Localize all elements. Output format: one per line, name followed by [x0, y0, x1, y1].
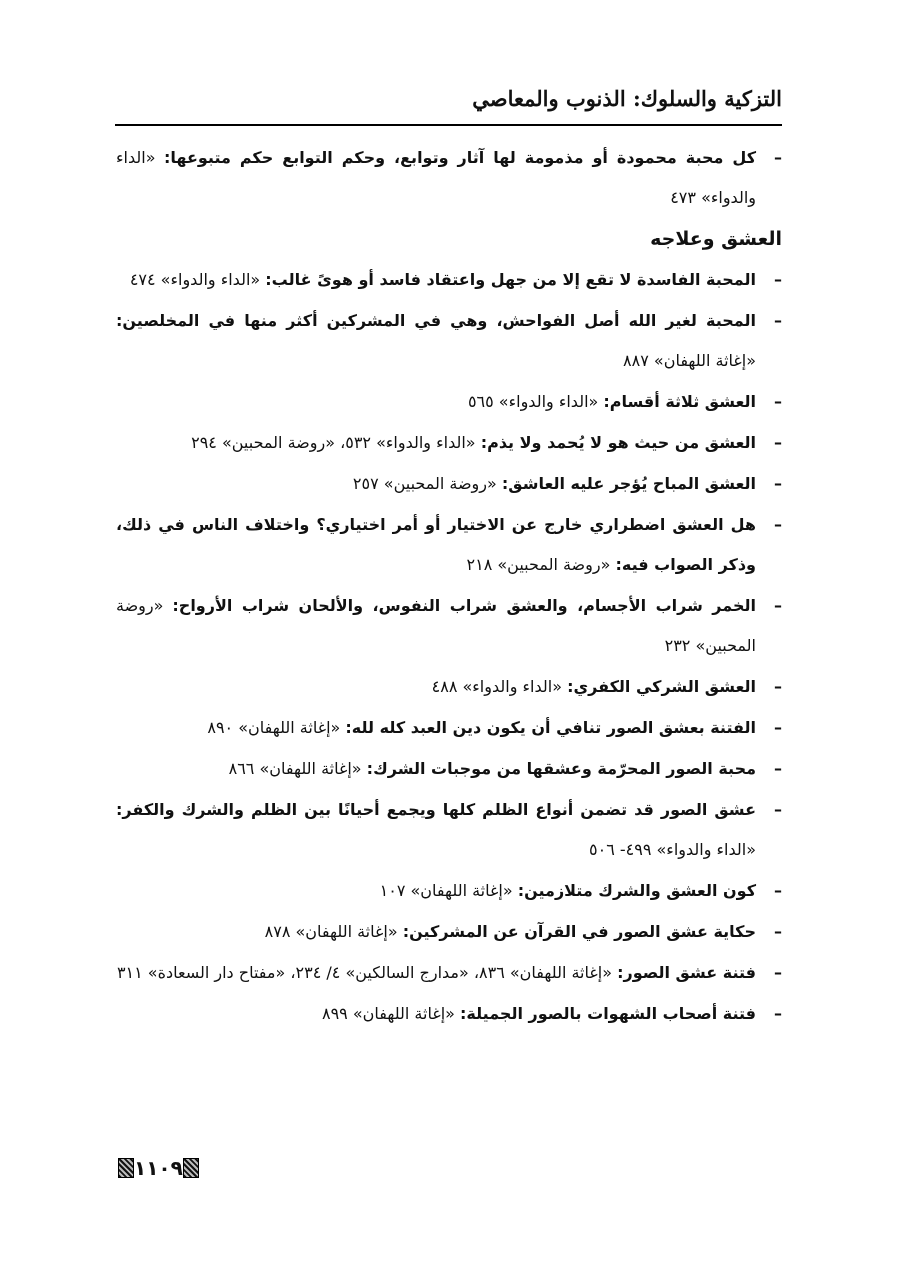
index-entry: – الخمر شراب الأجسام، والعشق شراب النفوس، والألحان شراب الأرواح: «روضة المحبين» ٢٣٢ [116, 596, 782, 655]
index-entry: – المحبة الفاسدة لا تقع إلا من جهل واعتقاد فاسد أو هوىً غالب: «الداء والدواء» ٤٧٤ [129, 270, 782, 289]
running-header: التزكية والسلوك: الذنوب والمعاصي [472, 86, 782, 111]
page-number [118, 1156, 199, 1180]
entry-reference: «الداء والدواء» ٤٧٣ [116, 148, 756, 207]
entry-text: الخمر شراب الأجسام، والعشق شراب النفوس، والألحان شراب الأرواح: [172, 596, 756, 615]
entry-text: كون العشق والشرك متلازمين: [517, 881, 756, 900]
index-entry: – محبة الصور المحرّمة وعشقها من موجبات الشرك: «إغاثة اللهفان» ٨٦٦ [228, 759, 782, 778]
section-title: العشق وعلاجه [650, 228, 782, 250]
entry-reference: «إغاثة اللهفان» ٨٩٩ [321, 1004, 455, 1023]
index-entry: – هل العشق اضطراري خارج عن الاختيار أو أمر اختياري؟ واختلاف الناس في ذلك، وذكر الصواب فيه: «روضة المحبين» ٢١٨ [116, 515, 782, 574]
entry-reference: «إغاثة اللهفان» ٨٣٦، «مدارج السالكين» ٤/ ٢٣٤، «مفتاح دار السعادة» ٣١١ [116, 963, 612, 982]
index-entry: – فتنة أصحاب الشهوات بالصور الجميلة: «إغاثة اللهفان» ٨٩٩ [321, 1004, 782, 1023]
entry-text: كل محبة محمودة أو مذمومة لها آثار وتوابع، وحكم التوابع حكم متبوعها: [164, 148, 756, 167]
index-entry: – عشق الصور قد تضمن أنواع الظلم كلها ويجمع أحيانًا بين الظلم والشرك والكفر: «الداء والدواء» ٤٩٩- ٥٠٦ [116, 800, 782, 859]
entry-reference: «إغاثة اللهفان» ١٠٧ [379, 881, 513, 900]
index-entry: – فتنة عشق الصور: «إغاثة اللهفان» ٨٣٦، «مدارج السالكين» ٤/ ٢٣٤، «مفتاح دار السعادة» ٣١١ [116, 963, 782, 982]
index-entry: – العشق المباح يُؤجر عليه العاشق: «روضة المحبين» ٢٥٧ [352, 474, 782, 493]
index-entry: – كل محبة محمودة أو مذمومة لها آثار وتوابع، وحكم التوابع حكم متبوعها: «الداء والدواء» ٤٧٣ [116, 148, 782, 207]
index-entry: – المحبة لغير الله أصل الفواحش، وهي في المشركين أكثر منها في المخلصين: «إغاثة اللهفان» ٨٨٧ [116, 311, 782, 370]
entry-reference: «الداء والدواء» ٥٦٥ [467, 392, 599, 411]
entry-text: فتنة أصحاب الشهوات بالصور الجميلة: [460, 1004, 756, 1023]
entry-text: فتنة عشق الصور: [617, 963, 756, 982]
entry-text: الفتنة بعشق الصور تنافي أن يكون دين العبد كله لله: [345, 718, 756, 737]
header-rule [115, 124, 782, 126]
entry-text: عشق الصور قد تضمن أنواع الظلم كلها ويجمع أحيانًا بين الظلم والشرك والكفر: [116, 800, 756, 819]
entry-reference: «روضة المحبين» ٢١٨ [466, 555, 611, 574]
ornament-icon [183, 1158, 199, 1178]
entry-text: العشق من حيث هو لا يُحمد ولا يذم: [480, 433, 756, 452]
entry-reference: «إغاثة اللهفان» ٨٩٠ [207, 718, 341, 737]
index-content [116, 138, 782, 1035]
entry-reference: «الداء والدواء» ٤٩٩- ٥٠٦ [589, 840, 756, 859]
index-entry: – كون العشق والشرك متلازمين: «إغاثة اللهفان» ١٠٧ [379, 881, 782, 900]
index-entry: – الفتنة بعشق الصور تنافي أن يكون دين العبد كله لله: «إغاثة اللهفان» ٨٩٠ [207, 718, 782, 737]
entry-reference: «إغاثة اللهفان» ٨٨٧ [623, 351, 756, 370]
entry-text: هل العشق اضطراري خارج عن الاختيار أو أمر اختياري؟ واختلاف الناس في ذلك، وذكر الصواب فيه: [116, 515, 756, 574]
entry-reference: «إغاثة اللهفان» ٨٧٨ [264, 922, 398, 941]
index-entry: – العشق ثلاثة أقسام: «الداء والدواء» ٥٦٥ [467, 392, 782, 411]
entry-text: محبة الصور المحرّمة وعشقها من موجبات الشرك: [366, 759, 756, 778]
entry-text: المحبة الفاسدة لا تقع إلا من جهل واعتقاد فاسد أو هوىً غالب: [265, 270, 756, 289]
entry-reference: «الداء والدواء» ٥٣٢، «روضة المحبين» ٢٩٤ [191, 433, 476, 452]
entry-reference: «إغاثة اللهفان» ٨٦٦ [228, 759, 362, 778]
entry-text: العشق الشركي الكفري: [567, 677, 756, 696]
ornament-icon [118, 1158, 134, 1178]
index-entry: – العشق الشركي الكفري: «الداء والدواء» ٤٨٨ [431, 677, 782, 696]
entry-text: المحبة لغير الله أصل الفواحش، وهي في المشركين أكثر منها في المخلصين: [116, 311, 756, 330]
entry-reference: «الداء والدواء» ٤٧٤ [129, 270, 261, 289]
entry-text: العشق ثلاثة أقسام: [603, 392, 756, 411]
index-entry: – حكاية عشق الصور في القرآن عن المشركين: «إغاثة اللهفان» ٨٧٨ [264, 922, 782, 941]
index-entry: – العشق من حيث هو لا يُحمد ولا يذم: «الداء والدواء» ٥٣٢، «روضة المحبين» ٢٩٤ [191, 433, 782, 452]
entry-reference: «روضة المحبين» ٢٥٧ [352, 474, 497, 493]
entry-reference: «الداء والدواء» ٤٨٨ [431, 677, 562, 696]
entry-text: العشق المباح يُؤجر عليه العاشق: [501, 474, 756, 493]
entry-text: حكاية عشق الصور في القرآن عن المشركين: [402, 922, 756, 941]
entry-reference: «روضة المحبين» ٢٣٢ [116, 596, 756, 655]
page-number-text: ١١٠٩ [134, 1156, 183, 1180]
